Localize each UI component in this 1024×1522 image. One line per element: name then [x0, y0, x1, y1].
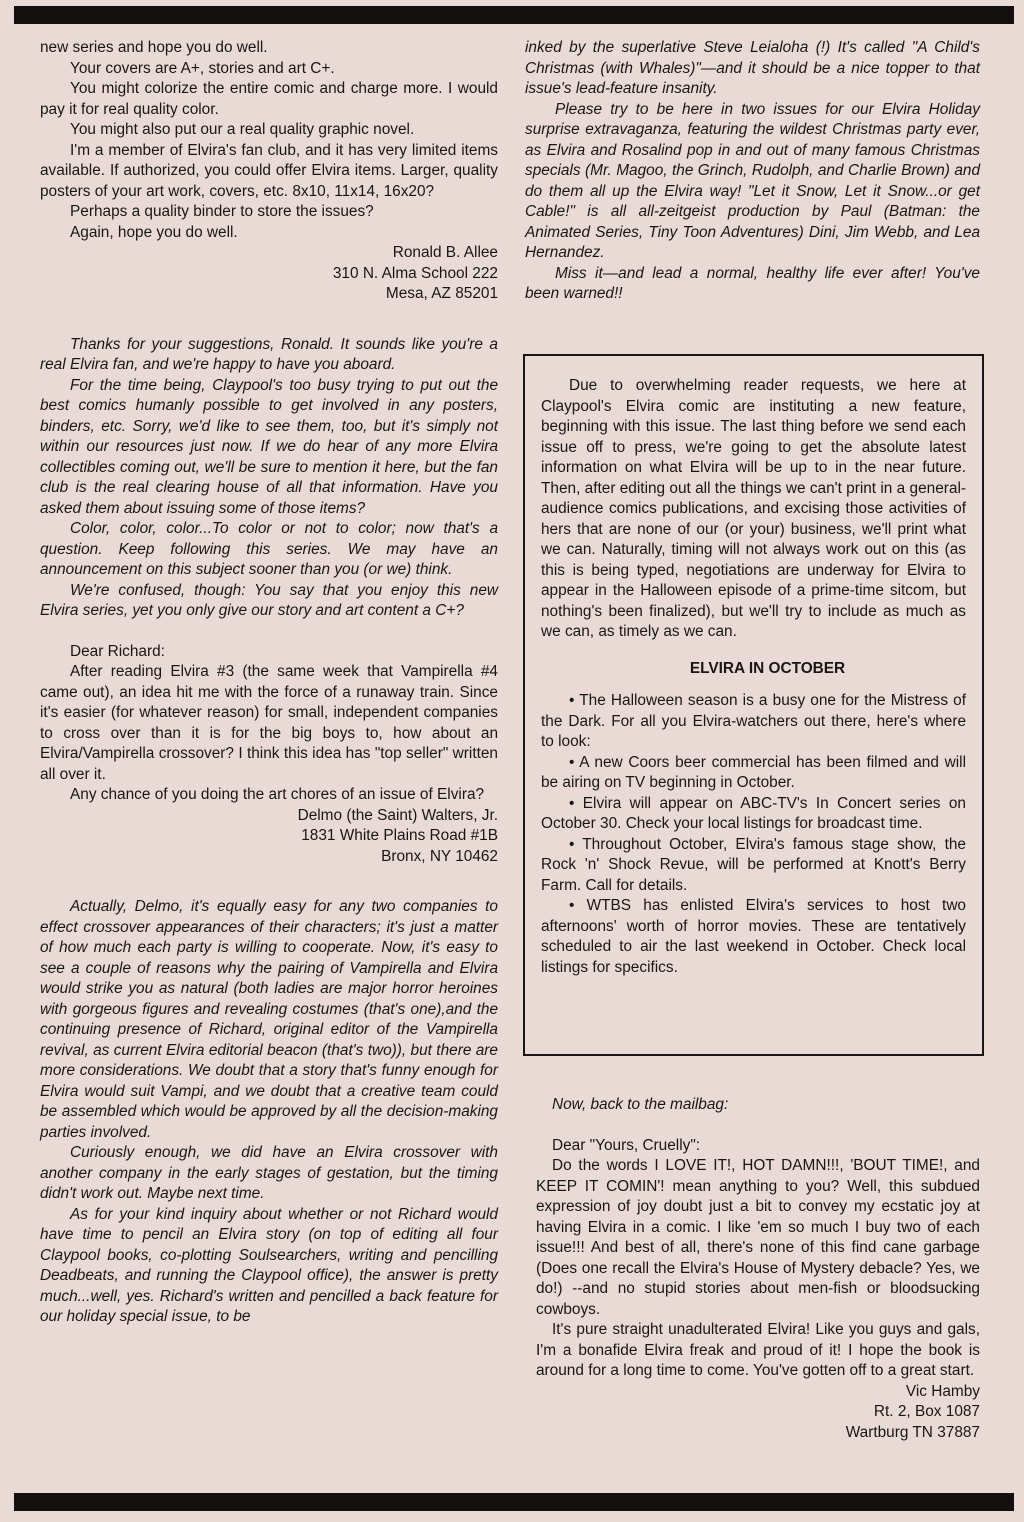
signature-city: Wartburg TN 37887	[845, 1423, 980, 1441]
letter3-paragraph: Do the words I LOVE IT!, HOT DAMN!!!, 'BOUT TIME!, and KEEP IT COMIN'! mean anything to you? Well, this subdued expression of joy doubt just a bit to convey my ecstatic joy at having Elvira in a comic. I like 'em so much I buy two of each issue!!! And best of all, there's none of this find cane garbage (Does one recall the Elvira's House of Mystery debacle? Yes, we do!) --and no stupid stories about men-fish or bloodsucking cowboys.	[536, 1157, 980, 1318]
right-column	[525, 38, 980, 305]
top-border-bar	[14, 6, 1014, 24]
letter3-paragraph: It's pure straight unadulterated Elvira! Like you guys and gals, I'm a bonafide Elvira freak and proud of it! I hope the book is around for a long time to come. You've gotten off to a great start.	[536, 1321, 980, 1379]
reply1-paragraph: Color, color, color...To color or not to color; now that's a question. Keep following this series. We may have an announcement on this subject sooner than you (or we) think.	[40, 520, 498, 578]
letter1-paragraph: I'm a member of Elvira's fan club, and it has very limited items available. If authorized, you could offer Elvira items. Larger, quality posters of your art work, covers, etc. 8x10, 11x14, 16x20?	[40, 141, 498, 200]
signature-name: Vic Hamby	[905, 1382, 980, 1400]
news-box	[523, 354, 984, 1056]
letter1-paragraph: You might colorize the entire comic and charge more. I would pay it for real quality color.	[40, 80, 498, 118]
reply2-paragraph: As for your kind inquiry about whether or not Richard would have time to pencil an Elvira story (on top of editing all four Claypool books, co-plotting Soulsearchers, writing and pencilling Deadbeats, and running the Claypool office), the answer is pretty much...well, yes. Richard's written and pencilled a back feature for our holiday special issue, to be	[40, 1205, 498, 1325]
spacer	[40, 305, 498, 325]
signature-city: Bronx, NY 10462	[381, 847, 498, 865]
continuation-paragraph: Please try to be here in two issues for our Elvira Holiday surprise extravaganza, featuring the wildest Christmas party ever, as Elvira and Rosalind pop in and out of many famous Christmas specials (Mr. Magoo, the Grinch, Rudolph, and Charlie Brown) and do them all up the Elvira way! "Let it Snow, Let it Snow...or get Cable!" is all all-zeitgeist production by Paul (Batman: the Animated Series, Tiny Toon Adventures) Dini, Jim Webb, and Lea Hernandez.	[525, 100, 980, 261]
letter1-paragraph: Perhaps a quality binder to store the issues?	[70, 203, 374, 220]
reply2-paragraph: Curiously enough, we did have an Elvira crossover with another company in the early stages of gestation, but the timing didn't work out. Maybe next time.	[40, 1144, 498, 1202]
spacer	[40, 887, 498, 897]
bottom-border-bar	[14, 1493, 1014, 1511]
letter2-paragraph: After reading Elvira #3 (the same week that Vampirella #4 came out), an idea hit me with the force of a runaway train. Since it's easier (for whatever reason) for small, independent companies to cross over than it is for the big boys to, how about an Elvira/Vampirella crossover? I think this idea has "top seller" written all over it.	[40, 663, 498, 783]
mailbag-lead: Now, back to the mailbag:	[552, 1096, 729, 1113]
letter1-paragraph: Your covers are A+, stories and art C+.	[70, 59, 335, 77]
news-item: • A new Coors beer commercial has been filmed and will be airing on TV beginning in October.	[541, 753, 966, 791]
spacer	[40, 867, 498, 887]
reply1-paragraph: For the time being, Claypool's too busy trying to put out the best comics humanly possible to get involved in any posters, binders, etc. Sorry, we'd like to see them, too, but it's simply not within our resources just now. If we do hear of any more Elvira collectibles coming out, we'll be sure to mention it here, but the fan club is the real clearing house of all that information. Have you asked them about issuing some of those items?	[40, 376, 498, 517]
spacer	[40, 325, 498, 335]
signature-name: Delmo (the Saint) Walters, Jr.	[297, 806, 498, 824]
spacer	[536, 1116, 980, 1136]
letter2-salutation: Dear Richard:	[70, 642, 165, 660]
reply2-paragraph: Actually, Delmo, it's equally easy for any two companies to effect crossover appearances of their characters; it's just a matter of how much each party is willing to cooperate. Now, it's easy to see a couple of reasons why the pairing of Vampirella and Elvira would strike you as natural (both ladies are major horror heroines with gorgeous figures and revealing costumes (that's one),and the continuing presence of Richard, original editor of the Vampirella revival, as current Elvira editorial beacon (that's two)), but there are more considerations. We doubt that a story that's funny enough for Elvira would suit Vampi, and we doubt that a creative team could be assembled which would be approved by all the decision-making parties involved.	[40, 898, 498, 1141]
continuation-paragraph: inked by the superlative Steve Leialoha (!) It's called "A Child's Christmas (with Whales)"—and it should be a nice topper to that issue's lead-feature insanity.	[525, 39, 980, 97]
news-box-heading: ELVIRA IN OCTOBER	[689, 659, 846, 677]
news-item: • Elvira will appear on ABC-TV's In Concert series on October 30. Check your local listings for broadcast time.	[541, 794, 966, 832]
signature-address: 1831 White Plains Road #1B	[301, 827, 498, 844]
signature-address: Rt. 2, Box 1087	[873, 1403, 980, 1420]
mailbag-section	[536, 1095, 980, 1443]
signature-city: Mesa, AZ 85201	[385, 285, 498, 302]
letter1-paragraph: new series and hope you do well.	[40, 39, 268, 56]
spacer	[40, 622, 498, 642]
news-box-intro: Due to overwhelming reader requests, we here at Claypool's Elvira comic are instituting a new feature, beginning with this issue. The last thing before we send each issue off to press, we're going to get the absolute latest information on what Elvira will be up to in the near future. Then, after editing out all the things we can't print in a general-audience comics publications, and excising those activities of hers that are none of our (or your) business, we'll print what we can. Naturally, timing will not always work out on this (as this is being typed, negotiations are underway for Elvira to appear in the Halloween episode of a prime-time sitcom, but nothing's been finalized), but we'll try to include as much as we can, as timely as we can.	[541, 377, 966, 640]
signature-name: Ronald B. Allee	[392, 244, 498, 261]
news-item: • The Halloween season is a busy one for the Mistress of the Dark. For all you Elvira-watchers out there, here's where to look:	[541, 692, 966, 750]
left-column	[40, 38, 498, 1328]
news-item: • Throughout October, Elvira's famous stage show, the Rock 'n' Shock Revue, will be performed at Knott's Berry Farm. Call for details.	[541, 835, 966, 894]
reply1-paragraph: We're confused, though: You say that you enjoy this new Elvira series, yet you only give our story and art content a C+?	[40, 581, 498, 619]
reply1-paragraph: Thanks for your suggestions, Ronald. It sounds like you're a real Elvira fan, and we're happy to have you aboard.	[40, 335, 498, 373]
letter1-paragraph: Again, hope you do well.	[70, 223, 238, 241]
letter2-paragraph: Any chance of you doing the art chores of an issue of Elvira?	[70, 786, 485, 803]
news-item: • WTBS has enlisted Elvira's services to host two afternoons' worth of horror movies. These are tentatively scheduled to air the last weekend in October. Check local listings for specifics.	[541, 897, 966, 976]
letter1-paragraph: You might also put our a real quality graphic novel.	[70, 121, 415, 138]
continuation-paragraph: Miss it—and lead a normal, healthy life ever after! You've been warned!!	[525, 264, 980, 302]
signature-address: 310 N. Alma School 222	[332, 264, 498, 282]
letter3-salutation: Dear "Yours, Cruelly":	[552, 1136, 701, 1154]
